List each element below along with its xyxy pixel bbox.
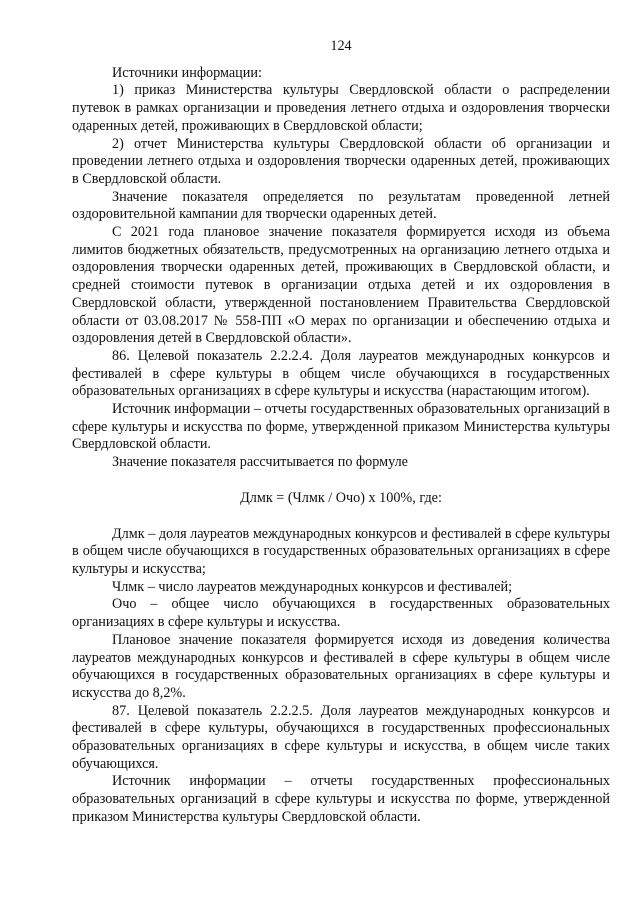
document-page	[72, 38, 610, 827]
definition-chlmk: Члмк – число лауреатов международных конкурсов и фестивалей;	[112, 578, 513, 595]
indicator-value-paragraph: Значение показателя определяется по результатам проведенной летней оздоровительной кампании для творчески одаренных детей.	[72, 188, 610, 223]
indicator-86-source: Источник информации – отчеты государственных образовательных организаций в сфере культуры и искусства по форме, утвержденной приказом Министерства культуры Свердловской области.	[72, 401, 610, 453]
indicator-87-source: Источник информации – отчеты государственных профессиональных образовательных организаций в сфере культуры и искусства по форме, утвержденной приказом Министерства культуры Свердловской области.	[72, 773, 610, 825]
page-number: 124	[330, 38, 352, 54]
sources-heading: Источники информации:	[112, 64, 262, 81]
formula-intro: Значение показателя рассчитывается по формуле	[112, 454, 408, 471]
source-item-2: 2) отчет Министерства культуры Свердловской области об организации и проведении летнего отдыха и оздоровления творчески одаренных детей, проживающих в Свердловской области.	[72, 135, 610, 187]
definition-dlmk: Длмк – доля лауреатов международных конкурсов и фестивалей в сфере культуры в общем числе обучающихся в государственных образовательных организациях в сфере культуры и искусства;	[72, 525, 610, 577]
indicator-86-heading: 86. Целевой показатель 2.2.2.4. Доля лауреатов международных конкурсов и фестивалей в сфере культуры в общем числе обучающихся в государственных образовательных организациях в сфере культуры и искусства (нарастающим итогом).	[72, 347, 610, 400]
source-item-1: 1) приказ Министерства культуры Свердловской области о распределении путевок в рамках организации и проведения летнего отдыха и оздоровления творчески одаренных детей, проживающих в Свердловской области;	[72, 82, 610, 134]
planned-value-paragraph: Плановое значение показателя формируется исходя из доведения количества лауреатов международных конкурсов и фестивалей в сфере культуры в общем числе обучающихся в государственных образовательных организациях в сфере культуры и искусства до 8,2%.	[72, 631, 610, 701]
formula: Длмк = (Члмк / Очо) x 100%, где:	[240, 489, 442, 506]
definition-ocho: Очо – общее число обучающихся в государственных образовательных организациях в сфере культуры и искусства.	[72, 596, 610, 631]
planned-value-2021-paragraph: С 2021 года плановое значение показателя формируется исходя из объема лимитов бюджетных обязательств, предусмотренных на организацию летнего отдыха и оздоровления творчески одаренных детей, проживающих в Свердловской области, и средней стоимости путевок в организации отдыха детей и их оздоровления в Свердловской области, утвержденной постановлением Правительства Свердловской области от 03.08.2017 № 558-ПП «О мерах по организации и обеспечению отдыха и оздоровления детей в Свердловской области».	[72, 224, 610, 347]
indicator-87-heading: 87. Целевой показатель 2.2.2.5. Доля лауреатов международных конкурсов и фестивалей в сфере культуры, обучающихся в государственных профессиональных образовательных организациях в сфере культуры и искусства, в общем числе таких обучающихся.	[72, 702, 610, 772]
